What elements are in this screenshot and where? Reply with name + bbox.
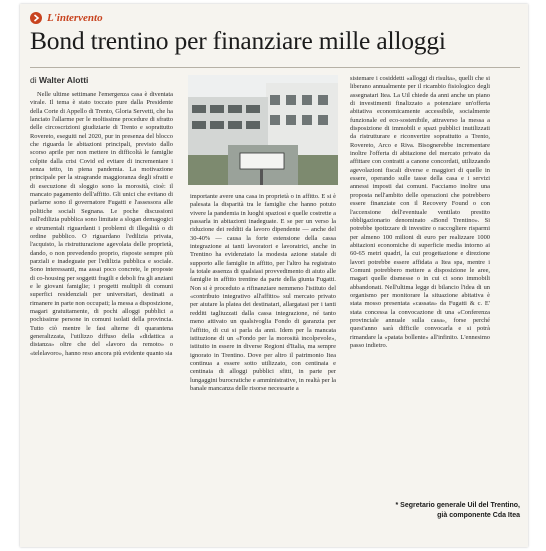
article-column-1 — [30, 91, 173, 358]
article-column-3 — [350, 75, 490, 350]
author-signature — [350, 501, 520, 520]
article-column-2 — [190, 193, 336, 393]
section-kicker — [30, 12, 103, 24]
article-headline: Bond trentino per finanziare mille alloggi — [30, 26, 446, 55]
signature-line-1: * Segretario generale Uil del Trentino, — [395, 502, 520, 509]
section-label: L'intervento — [47, 12, 103, 24]
column-3-text: sistemare i cosiddetti «alloggi di risulta», quelli che si liberano annualmente per il ricambio fisiologico degli assegnatari Itea. La Uil chiede da anni anche un piano di investimenti finalizzato a potenziare un'offerta abitativa economicamente accessibile, socialmente funzionale ed eco-sostenibile, attraverso la messa a disposizione di immobili e spazi pubblici inutilizzati da ristrutturare e riconvertire soprattutto a Trento, Rovereto, Arco e Riva. Bisognerebbe incrementare inoltre l'offerta di abitazione del mercato privato da affittare con contratti a canone concordati, utilizzando agevolazioni fiscali diverse e maggiori di quelle in essere, operando sulle tasse della casa e i servizi annessi imposti dai comuni. Facciamo inoltre una proposta nell'ambito delle operazioni che potrebbero essere finanziate con il Recovery Found o con l'accensione dell'eventuale ventilato prestito obbligazionario denominato «Bond Trentino». Si potrebbe ipotizzare di investire o raccogliere risparmi per almeno 100 milioni di euro per realizzare 1000 abitazioni economiche di superficie media intorno ai 60-65 metri quadri, la cui progettazione e direzione lavori potrebbe essere affidata a Itea spa, mentre i Comuni potrebbero mettere a disposizione le aree, magari quelle dismesse o in cui ci sono immobili abbandonati. Nell'ultima legge di bilancio l'idea di un organismo per monitorare la situazione abitativa è stata mosso presentata «cassata» da Fugatti & c. E' stata concessa la convocazione di una «Conferenza provinciale annuale sulla casa», forse perché quest'anno sarà difficile convocarla e si potrà rimandare la «patata bollente» all'infinito. L'ennesimo passo indietro. — [350, 75, 490, 349]
signature-line-2: già componente Cda Itea — [437, 511, 520, 519]
itea-building-photo — [188, 75, 338, 185]
column-1-text: Nelle ultime settimane l'emergenza casa è diventata virale. Il tema è stato toccato pure dalla Presidente della Corte di Appello di Trento, Gloria Servetti, che ha lanciato l'allarme per le moltissime procedure di sfratto delle circoscrizioni giudiziarie di Trento e soprattutto Rovereto, eseguiti nel 2020, pur in presenza del blocco che riguarda le abitazioni principali, previsto dallo scorso aprile per non mettere in difficoltà le famiglie colpite dalla crisi Covid ed evitare di incrementare i senza tetto, in piena pandemia. La motivazione principale per la stragrande maggioranza degli sfratti e di esecuzione di sloggio sono la morosità, cioè: il mancato pagamento dell'affitto. Gli unici che evitano di parlarne sono il governatore Fugatti e l'assessora alle politiche sociali Segnana. Le poche discussioni sull'edilizia pubblica sono limitate a slogan demagogici e strumentali riguardanti i problemi di illegalità o di ordine pubblico. O riguardano l'edilizia privata, l'acquisto, la ristrutturazione agevolata delle proprietà, dando, o non prevedendo proprio, risposte sempre più parziali e inadeguate per l'edilizia pubblica e sociale. Sono interessanti, ma assai poco concrete, le proposte di co-housing per soggetti fragili e deboli fra gli anziani e le giovani famiglie; i progetti multipli di comuni superfici residenziali per universitari, destinati a rimanere in parte non occupati; la messa a disposizione, magari gratuitamente, di pochi alloggi pubblici a pochissime persone in comuni isolati della provincia. Tutto ciò mentre le fasi alterne di quarantena generalizzata, l'utilizzo diffuso della «didattica a distanza» oltre che del «lavoro da remoto» o «telelavoro», hanno reso ancora più evidente quanto sia — [30, 91, 173, 357]
byline-prefix: di — [30, 75, 37, 85]
newspaper-clipping — [20, 4, 528, 547]
column-2-text: importante avere una casa in proprietà o in affitto. E si è palesata la disparità tra le famiglie che hanno potuto vivere la pandemia in luoghi spaziosi e quelle costrette a passarla in abitazioni inadeguate. E se per un verso la riduzione dei redditi da lavoro dipendente — anche del 30-40% — causa la forte estensione della cassa integrazione ai tanti lavoratori e lavoratrici, anche in Trentino ha evidenziato la modesta azione statale di supporto alle famiglie in affitto, per l'altro ha registrato la totale assenza di qualsiasi provvedimento di aiuto alle famiglie in affitto trentine da parte della giunta Fugatti. Non si è proceduto a rifinanziare nemmeno l'istituto del «contributo integrativo all'affitto» sul mercato privato per aiutare la platea dei destinatari, allargatasi per i tanti redditi tagliuzzati dalla cassa integrazione, né tanto meno attivato un qualsivoglia Fondo di garanzia per l'affitto, di cui si parla da anni. Idem per la mancata istituzione di un «Fondo per la morosità incolpevole», istituito in essere in diverse Regioni d'Italia, ma sempre ignorato in Trentino. Dove per altro il patrimonio Itea continua a essere sotto utilizzato, con centinaia e centinaia di alloggi pubblici sfitti, in parte per lungaggini burocratiche e amministrative, in realtà per la banale mancanza delle risorse necessarie a — [190, 193, 336, 392]
byline — [30, 75, 88, 85]
headline-divider — [30, 67, 520, 68]
author-name: Walter Alotti — [39, 75, 89, 85]
chevron-right-icon — [30, 12, 42, 24]
